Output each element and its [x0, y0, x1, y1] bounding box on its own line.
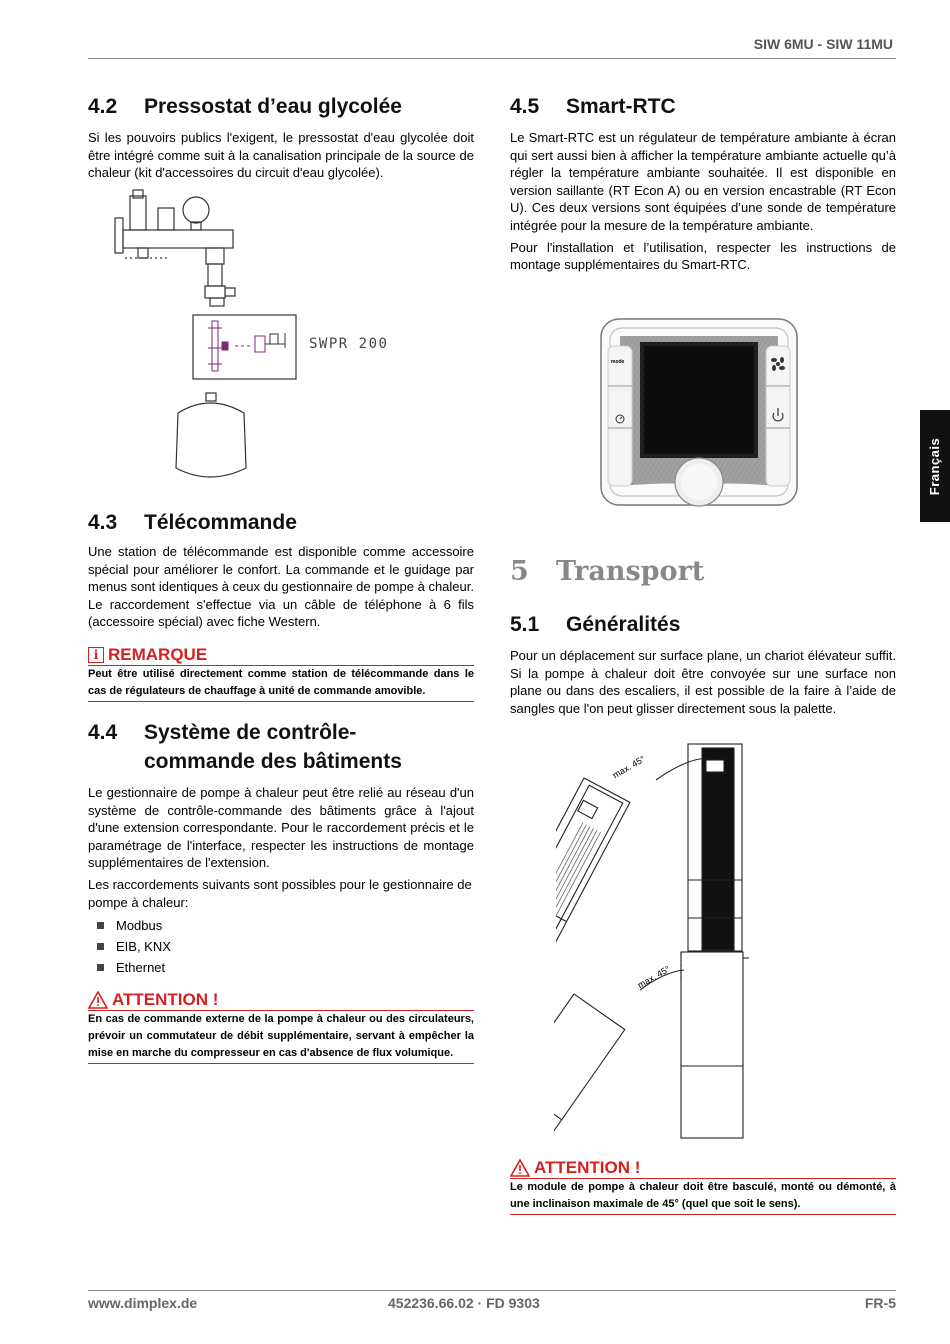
section-number: 5.1: [510, 613, 540, 636]
chapter-5-heading: [510, 556, 896, 587]
info-icon: i: [88, 647, 104, 663]
note-title-text: REMARQUE: [108, 644, 208, 664]
list-item-label: EIB, KNX: [116, 939, 171, 955]
section-4-2: [88, 92, 474, 182]
warning-title-text: ATTENTION !: [112, 990, 219, 1010]
section-title: Smart-RTC: [566, 95, 676, 118]
angle-label-lower: max. 45°: [635, 963, 672, 991]
list-item: [88, 957, 474, 978]
mode-button-label: mode: [611, 359, 625, 365]
note-box: [88, 645, 474, 702]
list-item: [88, 936, 474, 957]
section-paragraph-2a: Les raccordements suivants sont possibles pour le gestionnaire de: [88, 876, 472, 892]
section-title-line2: commande des bâtiments: [144, 750, 402, 773]
section-heading: [88, 718, 474, 776]
footer-doc-number: 452236.66.02 · FD 9303: [388, 1295, 540, 1311]
section-title: Télécommande: [144, 511, 297, 534]
connection-list: [88, 915, 474, 978]
section-4-5: [510, 92, 896, 274]
section-paragraph: Une station de télécommande est disponible comme accessoire spécial pour améliorer le confort. La commande et le guidage par menus sont identiques à ceux du gestionnaire de pompe à chaleur. Le raccordement s'effectue via un câble de téléphone à 6 fils (accessoire spécial) avec fiche Western.: [88, 544, 474, 630]
section-4-4: [88, 718, 474, 1064]
header-title: SIW 6MU - SIW 11MU: [753, 36, 893, 52]
section-paragraph-2b: pompe à chaleur:: [88, 894, 189, 910]
section-heading: [88, 508, 474, 537]
section-paragraph-2: Pour l'installation et l’utilisation, respecter les instructions de montage supplémentaires du Smart-RTC.: [510, 239, 896, 273]
section-title-line1: Système de contrôle-: [144, 721, 357, 744]
figure-label: SWPR 200: [309, 336, 389, 352]
note-text: Peut être utilisé directement comme station de télécommande dans le cas de régulateurs de chauffage à unité de commande amovible.: [88, 666, 474, 702]
footer-divider: [88, 1290, 896, 1291]
section-number: 4.2: [88, 95, 118, 118]
warning-text: Le module de pompe à chaleur doit être basculé, monté ou démonté, à une inclinaison maximale de 45° (quel que soit le sens).: [510, 1179, 896, 1215]
chapter-title: Transport: [556, 556, 705, 587]
section-title: Généralités: [566, 613, 681, 636]
section-heading: [510, 610, 896, 639]
section-5-1: [510, 610, 896, 717]
section-paragraph: Le Smart-RTC est un régulateur de température ambiante à écran qui sert aussi bien à afficher la température ambiante actuelle qu’à régler la température ambiante souhaitée. Il est disponible en version saillante (RT Econ A) ou en version encastrable (RT Econ U). Ces deux versions sont équipées d’une sonde de température intégrée pour la mesure de la température ambiante.: [510, 130, 896, 233]
section-number: 4.5: [510, 95, 540, 118]
warning-title: [510, 1158, 896, 1179]
warning-title: [88, 990, 474, 1011]
section-title: Pressostat d’eau glycolée: [144, 95, 402, 118]
language-tab: [920, 410, 950, 522]
tilt-diagram-upper: [556, 738, 756, 954]
header-divider: [88, 58, 896, 59]
section-4-3: [88, 508, 474, 702]
list-item-label: Ethernet: [116, 960, 166, 976]
language-tab-label: Français: [927, 437, 943, 495]
note-title: [88, 645, 474, 666]
bullet-icon: [97, 922, 104, 929]
section-heading: [88, 92, 474, 121]
section-number: 4.3: [88, 511, 118, 534]
smart-rtc-device-image: [598, 316, 800, 508]
list-item-label: Modbus: [116, 918, 163, 934]
warning-box: [88, 990, 474, 1064]
section-paragraph: Si les pouvoirs publics l'exigent, le pressostat d'eau glycolée doit être intégré comme suit à la canalisation principale de la source de chaleur (kit d'accessoires du circuit d'eau glycolée).: [88, 130, 474, 181]
footer-website: www.dimplex.de: [88, 1295, 198, 1311]
section-paragraph: Pour un déplacement sur surface plane, un chariot élévateur suffit. Si la pompe à chaleur doit être convoyée sur une surface non plane ou dans des escaliers, il est possible de la faire à l’aide de sangles que l'on peut glisser directement sous la palette.: [510, 648, 896, 716]
section-paragraph: Le gestionnaire de pompe à chaleur peut être relié au réseau d'un système de contrôle-commande des bâtiments grâce à l'ajout d'une extension correspondante. Pour le raccordement précis et le paramétrage de l'interface, respecter les instructions de montage supplémentaires de l'extension.: [88, 785, 474, 871]
angle-label-upper: max. 45°: [610, 753, 647, 781]
section-heading: [510, 92, 896, 121]
warning-title-text: ATTENTION !: [534, 1158, 641, 1177]
section-number: 4.4: [88, 721, 118, 744]
warning-triangle-icon: [88, 991, 108, 1009]
warning-box-transport: [510, 1158, 896, 1215]
list-item: [88, 915, 474, 936]
bullet-icon: [97, 964, 104, 971]
footer-page-number: FR-5: [864, 1295, 896, 1311]
bullet-icon: [97, 943, 104, 950]
warning-text: En cas de commande externe de la pompe à chaleur ou des circulateurs, prévoir un commutateur de débit supplémentaire, servant à empêcher la mise en marche du compresseur en cas d'absence de flux volumique.: [88, 1011, 474, 1064]
warning-triangle-icon: [510, 1159, 530, 1177]
chapter-number: 5: [510, 556, 529, 587]
